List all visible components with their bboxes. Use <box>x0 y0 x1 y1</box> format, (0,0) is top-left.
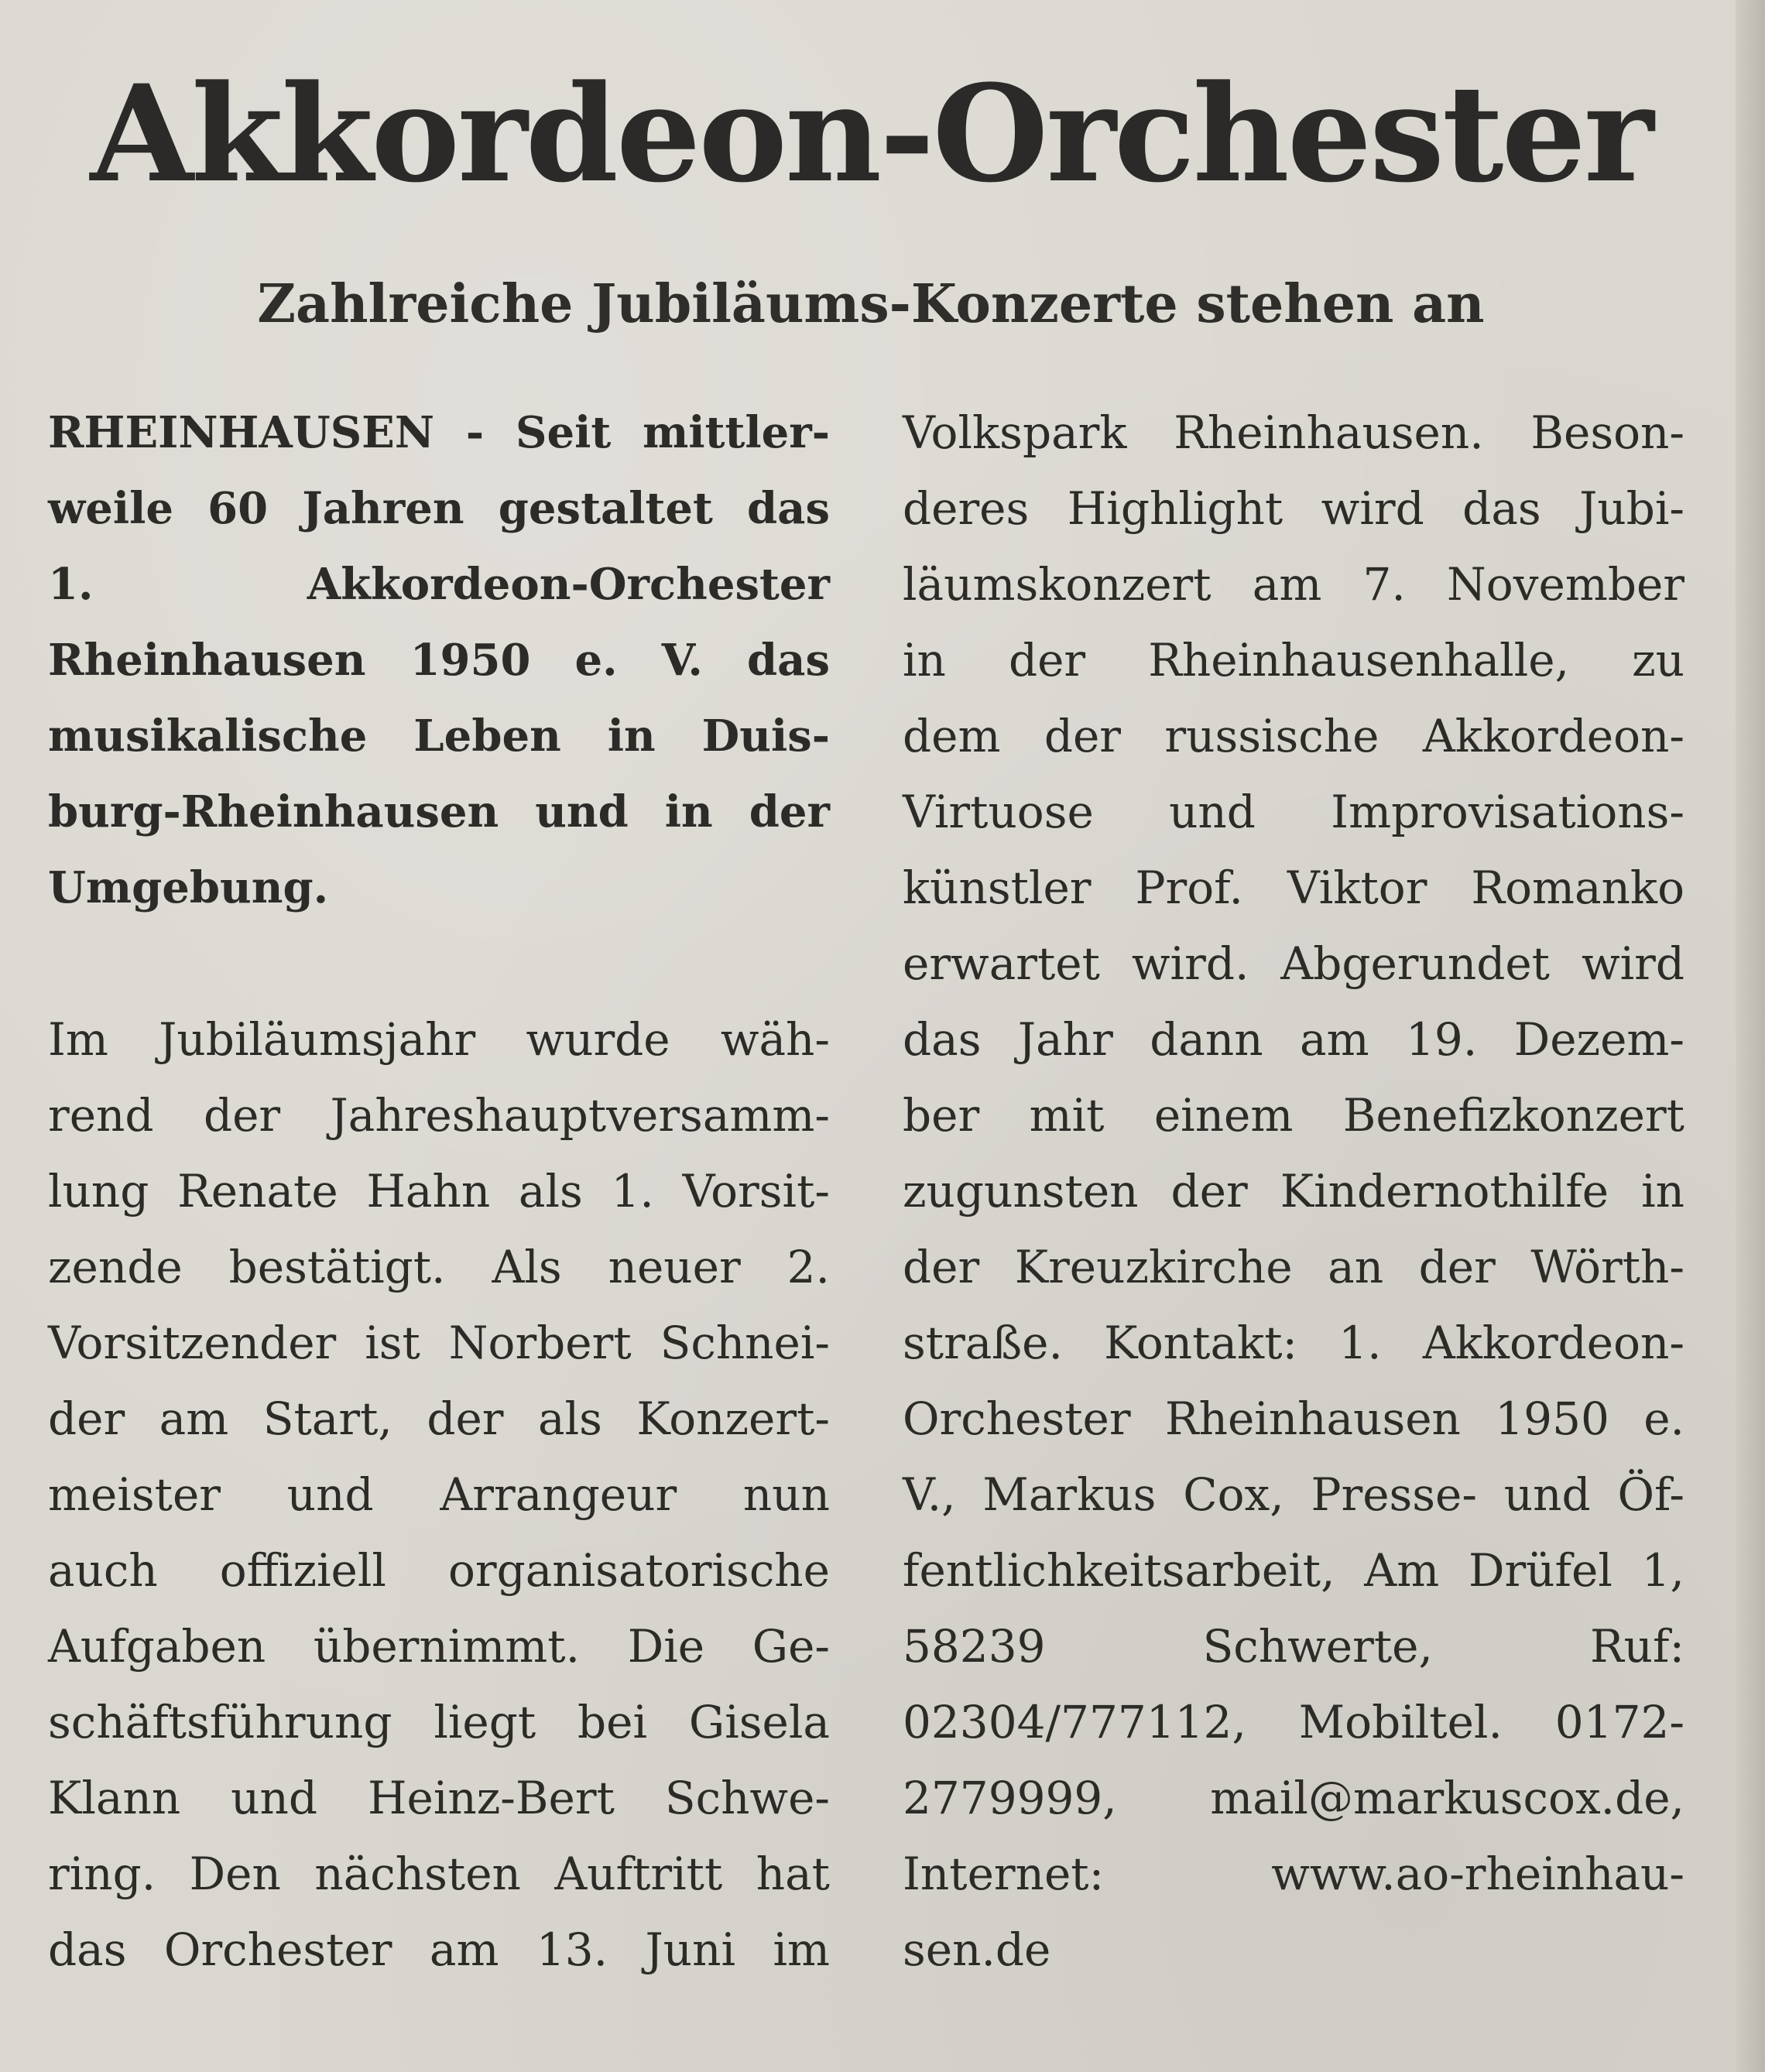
body-line: V., Markus Cox, Presse- und Öf- <box>903 1468 1684 1521</box>
body-line: der am Start, der als Konzert- <box>48 1392 830 1445</box>
lead-line: musikalische Leben in Duis- <box>48 711 830 762</box>
body-line: Aufgaben übernimmt. Die Ge- <box>48 1620 830 1673</box>
body-line: Virtuose und Improvisations- <box>903 786 1684 838</box>
article-column-right <box>903 395 1684 1988</box>
body-line: Volkspark Rheinhausen. Beson- <box>903 406 1684 459</box>
article-subheadline: Zahlreiche Jubiläums-Konzerte stehen an <box>257 273 1485 335</box>
body-line: schäftsführung liegt bei Gisela <box>48 1696 830 1748</box>
body-line: Vorsitzender ist Norbert Schnei- <box>48 1317 830 1369</box>
lead-line: Rheinhausen 1950 e. V. das <box>48 635 830 686</box>
article-column-left <box>48 395 830 1988</box>
body-line: der Kreuzkirche an der Wörth- <box>903 1241 1684 1293</box>
body-line: straße. Kontakt: 1. Akkordeon- <box>903 1317 1684 1369</box>
body-line: sen.de <box>903 1923 1051 1976</box>
body-line: Klann und Heinz-Bert Schwe- <box>48 1772 830 1824</box>
body-line: 2779999, mail@markuscox.de, <box>903 1772 1684 1824</box>
body-line: 02304/777112, Mobiltel. 0172- <box>903 1696 1684 1748</box>
body-line: ring. Den nächsten Auftritt hat <box>48 1848 830 1900</box>
body-line: künstler Prof. Viktor Romanko <box>903 861 1684 914</box>
body-line: Im Jubiläumsjahr wurde wäh- <box>48 1013 830 1066</box>
body-line: läumskonzert am 7. November <box>903 558 1684 611</box>
article-headline: Akkordeon-Orchester <box>90 55 1652 212</box>
paragraph-gap <box>48 926 830 1002</box>
body-line: auch offiziell organisatorische <box>48 1544 830 1597</box>
body-line: Orchester Rheinhausen 1950 e. <box>903 1392 1684 1445</box>
body-line: erwartet wird. Abgerundet wird <box>903 937 1684 990</box>
body-line: lung Renate Hahn als 1. Vorsit- <box>48 1165 830 1218</box>
body-line: in der Rheinhausenhalle, zu <box>903 634 1684 687</box>
body-line: deres Highlight wird das Jubi- <box>903 482 1684 535</box>
lead-line: Umgebung. <box>48 862 329 913</box>
lead-line: weile 60 Jahren gestaltet das <box>48 483 830 534</box>
body-line: dem der russische Akkordeon- <box>903 710 1684 762</box>
body-line: rend der Jahreshauptversamm- <box>48 1089 830 1142</box>
body-line: fentlichkeitsarbeit, Am Drüfel 1, <box>903 1544 1684 1597</box>
lead-line: burg-Rheinhausen und in der <box>48 786 830 837</box>
body-line: 58239 Schwerte, Ruf: <box>903 1620 1684 1673</box>
lead-line: RHEINHAUSEN - Seit mittler- <box>48 407 830 458</box>
body-line: ber mit einem Benefizkonzert <box>903 1089 1684 1142</box>
body-line: das Orchester am 13. Juni im <box>48 1923 830 1976</box>
body-line: zugunsten der Kindernothilfe in <box>903 1165 1684 1218</box>
lead-line: 1. Akkordeon-Orchester <box>48 559 830 610</box>
body-line: das Jahr dann am 19. Dezem- <box>903 1013 1684 1066</box>
body-line: Internet: www.ao-rheinhau- <box>903 1848 1684 1900</box>
body-line: meister und Arrangeur nun <box>48 1468 830 1521</box>
body-line: zende bestätigt. Als neuer 2. <box>48 1241 830 1293</box>
